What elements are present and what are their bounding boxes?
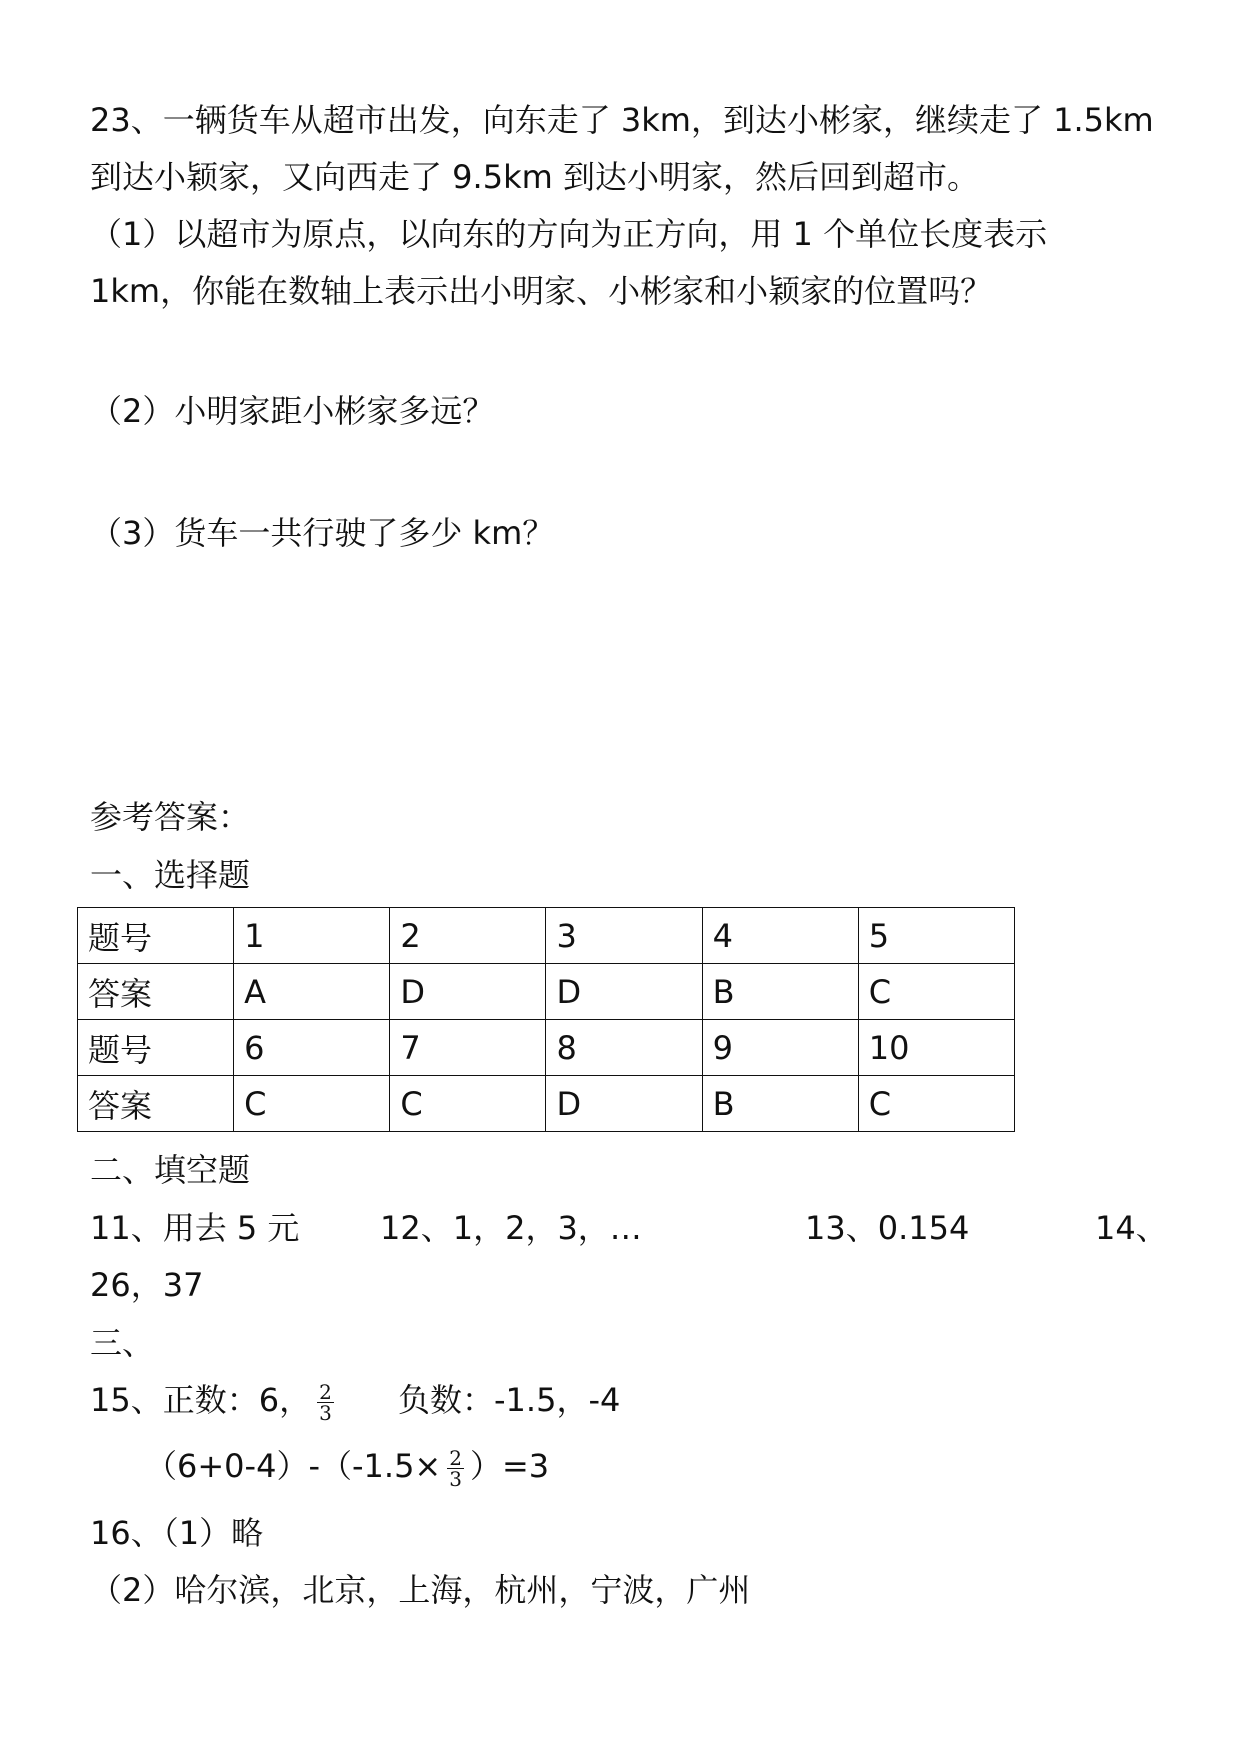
table-row — [78, 1076, 1015, 1132]
table-cell: 8 — [546, 1020, 702, 1076]
table-cell: D — [546, 964, 702, 1020]
table-cell: C — [858, 964, 1014, 1020]
answer-13: 13、0.154 — [805, 1209, 970, 1247]
table-cell: A — [234, 964, 390, 1020]
answer-table — [77, 907, 1015, 1132]
expression-part-b: ）=3 — [469, 1447, 550, 1485]
table-cell: 5 — [858, 908, 1014, 964]
table-cell: D — [390, 964, 546, 1020]
table-cell: C — [390, 1076, 546, 1132]
question-23-line-2: 到达小颖家，又向西走了 9.5km 到达小明家，然后回到超市。 — [90, 158, 979, 196]
question-23-part-1-line-2: 1km，你能在数轴上表示出小明家、小彬家和小颖家的位置吗？ — [90, 272, 993, 310]
answers-heading: 参考答案： — [90, 798, 251, 836]
fraction-denominator: 3 — [449, 1466, 462, 1491]
answer-16-part-1: 16、（1）略 — [90, 1514, 264, 1552]
table-cell: 6 — [234, 1020, 390, 1076]
question-23-part-2: （2）小明家距小彬家多远？ — [90, 392, 495, 430]
table-cell: 题号 — [78, 1020, 234, 1076]
table-row — [78, 908, 1015, 964]
table-cell: 7 — [390, 1020, 546, 1076]
table-cell: B — [702, 964, 858, 1020]
section-1-heading: 一、选择题 — [90, 856, 251, 894]
table-row — [78, 1020, 1015, 1076]
fraction-numerator: 2 — [319, 1379, 332, 1404]
table-cell: 9 — [702, 1020, 858, 1076]
table-cell: 2 — [390, 908, 546, 964]
section-3-heading: 三、 — [90, 1324, 155, 1362]
table-cell: B — [702, 1076, 858, 1132]
question-23-line-1: 23、一辆货车从超市出发，向东走了 3km，到达小彬家，继续走了 1.5km — [90, 101, 1154, 139]
table-cell: 答案 — [78, 1076, 234, 1132]
answer-14-continued: 26，37 — [90, 1266, 204, 1304]
table-cell: 1 — [234, 908, 390, 964]
answer-15 — [90, 1380, 620, 1423]
answer-14: 14、 — [1095, 1209, 1168, 1247]
question-23-part-1-line-1: （1）以超市为原点，以向东的方向为正方向，用 1 个单位长度表示 — [90, 215, 1048, 253]
fraction-two-thirds — [317, 1379, 334, 1425]
table-cell: 3 — [546, 908, 702, 964]
answer-15-expression — [145, 1446, 549, 1489]
table-row — [78, 964, 1015, 1020]
answer-11: 11、用去 5 元 — [90, 1209, 300, 1247]
question-23-part-3: （3）货车一共行驶了多少 km？ — [90, 514, 555, 552]
table-cell: 题号 — [78, 908, 234, 964]
answer-15-positive: 15、正数：6， — [90, 1381, 312, 1419]
answer-15-negative: 负数：-1.5，-4 — [398, 1381, 621, 1419]
table-cell: 答案 — [78, 964, 234, 1020]
answer-16-part-2: （2）哈尔滨，北京，上海，杭州，宁波，广州 — [90, 1571, 751, 1609]
table-cell: D — [546, 1076, 702, 1132]
fraction-denominator: 3 — [319, 1400, 332, 1425]
fraction-two-thirds — [447, 1445, 464, 1491]
table-cell: 10 — [858, 1020, 1014, 1076]
table-cell: C — [234, 1076, 390, 1132]
section-2-heading: 二、填空题 — [90, 1151, 251, 1189]
table-cell: 4 — [702, 908, 858, 964]
answer-12: 12、1，2，3，… — [380, 1209, 642, 1247]
fraction-numerator: 2 — [449, 1445, 462, 1470]
expression-part-a: （6+0-4）-（-1.5× — [145, 1447, 442, 1485]
table-cell: C — [858, 1076, 1014, 1132]
